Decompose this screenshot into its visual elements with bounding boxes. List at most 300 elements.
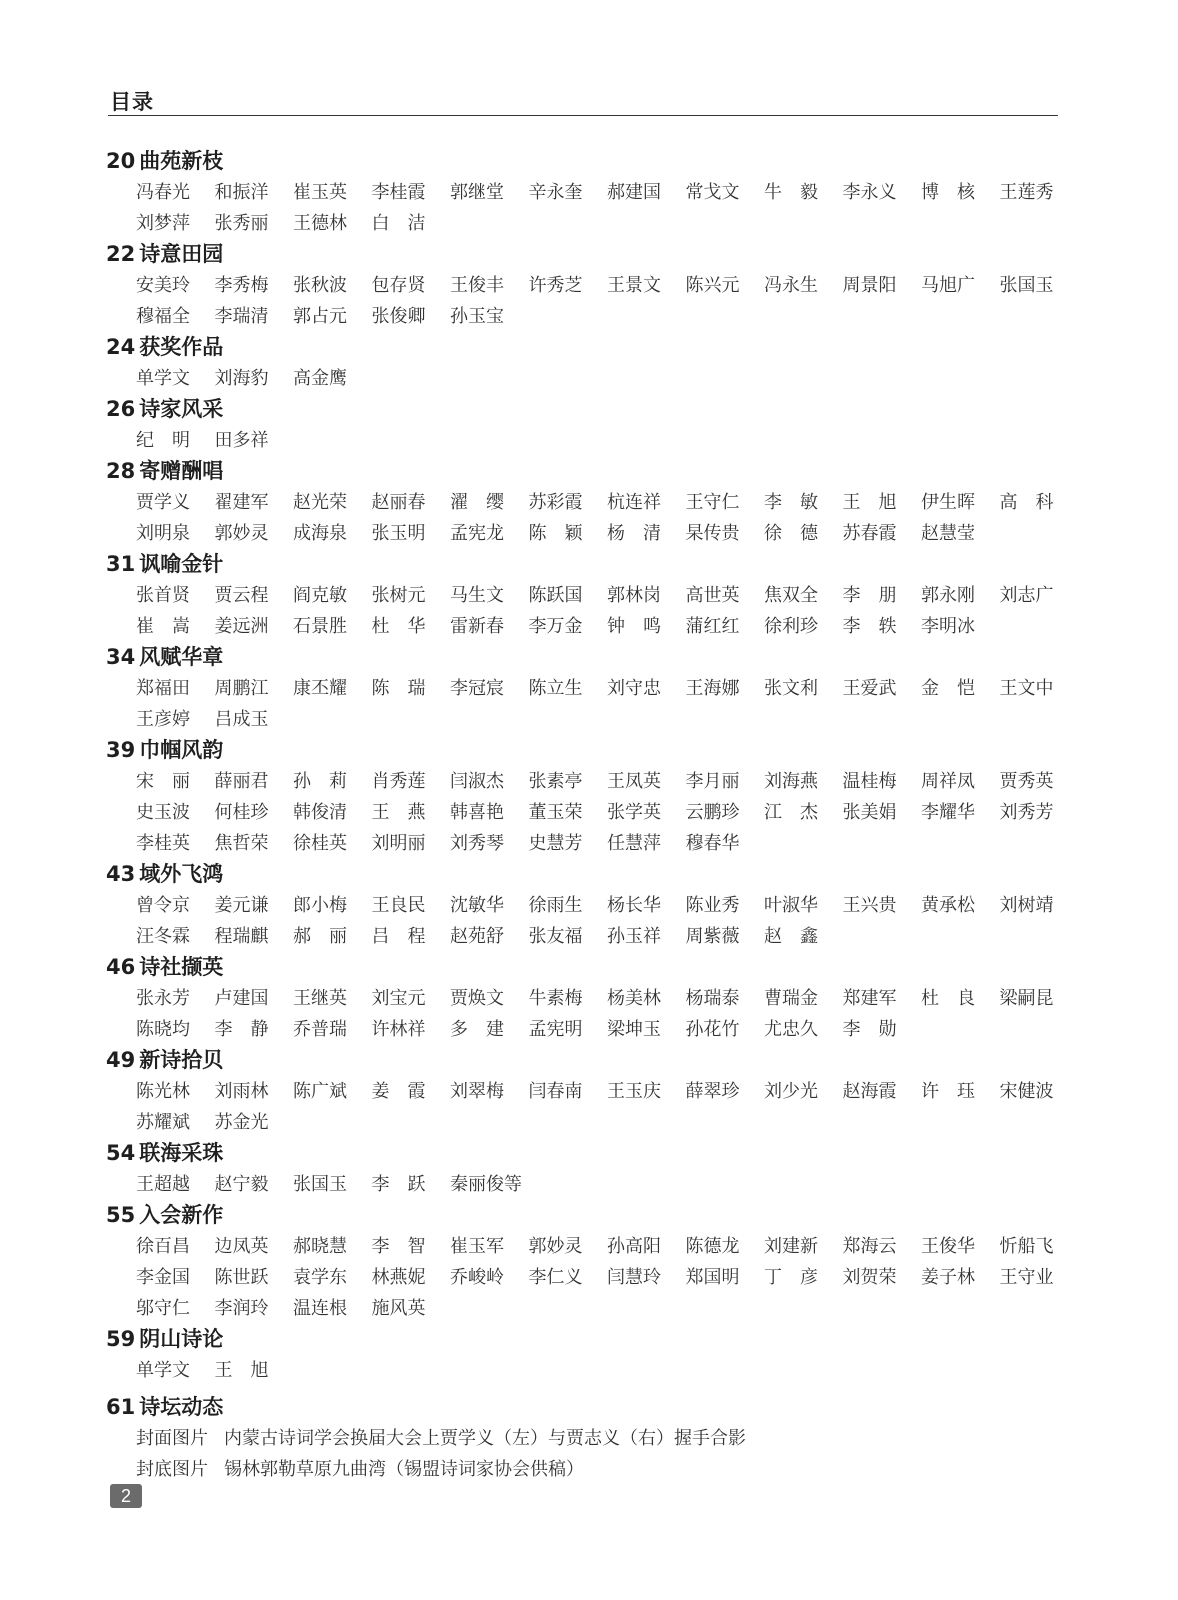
author-name: 边凤英 xyxy=(214,1236,269,1257)
author-name: 郭永刚 xyxy=(921,585,975,606)
toc-section xyxy=(106,1200,1066,1324)
author-name: 赵苑舒 xyxy=(450,926,504,947)
author-name: 牛素梅 xyxy=(528,988,583,1009)
author-name: 乔普瑞 xyxy=(293,1019,347,1040)
author-name: 王良民 xyxy=(371,895,426,916)
author-name: 白 洁 xyxy=(371,213,426,234)
author-name: 苏耀斌 xyxy=(136,1112,190,1133)
section-page-number: 61 xyxy=(106,1395,136,1419)
author-row xyxy=(136,704,1076,735)
author-name: 李 轶 xyxy=(842,616,897,637)
author-name: 孙玉祥 xyxy=(607,926,661,947)
author-name: 李万金 xyxy=(528,616,583,637)
section-heading xyxy=(106,952,1066,983)
author-name: 闫春南 xyxy=(528,1081,583,1102)
author-name: 冯春光 xyxy=(136,182,190,203)
author-list xyxy=(136,673,1076,735)
author-row xyxy=(136,1107,1076,1138)
author-name: 王彦婷 xyxy=(136,709,190,730)
author-name: 张国玉 xyxy=(293,1174,347,1195)
author-name: 王莲秀 xyxy=(999,182,1054,203)
author-list xyxy=(136,363,1076,394)
author-list xyxy=(136,766,1076,859)
toc-section xyxy=(106,239,1066,332)
author-name: 金 恺 xyxy=(921,678,975,699)
toc-section xyxy=(106,735,1066,859)
author-name: 李瑞清 xyxy=(214,306,269,327)
author-row xyxy=(136,983,1076,1014)
author-name: 李永义 xyxy=(842,182,897,203)
author-name: 王守业 xyxy=(999,1267,1054,1288)
author-name: 徐雨生 xyxy=(528,895,583,916)
author-name: 李 敏 xyxy=(764,492,818,513)
author-name: 郝 丽 xyxy=(293,926,347,947)
author-name: 宋健波 xyxy=(999,1081,1054,1102)
author-name: 张秋波 xyxy=(293,275,347,296)
author-name: 吕成玉 xyxy=(214,709,269,730)
author-name: 常戈文 xyxy=(685,182,740,203)
author-name: 郭妙灵 xyxy=(528,1236,583,1257)
page-title: 目录 xyxy=(110,90,154,114)
author-name: 贾学义 xyxy=(136,492,190,513)
author-row xyxy=(136,363,1076,394)
note-label: 封底图片 xyxy=(136,1459,208,1480)
author-name: 王 燕 xyxy=(371,802,426,823)
author-name: 杜 华 xyxy=(371,616,426,637)
author-name: 刘贺荣 xyxy=(842,1267,897,1288)
author-name: 张树元 xyxy=(371,585,426,606)
section-page-number: 43 xyxy=(106,862,136,886)
author-name: 陈光林 xyxy=(136,1081,190,1102)
author-name: 郎小梅 xyxy=(293,895,347,916)
author-name: 刘海燕 xyxy=(764,771,818,792)
author-name: 刘海豹 xyxy=(214,368,269,389)
author-row xyxy=(136,177,1076,208)
author-name: 刘宝元 xyxy=(371,988,426,1009)
author-name: 周祥凤 xyxy=(921,771,975,792)
author-row xyxy=(136,797,1076,828)
author-name: 李 朋 xyxy=(842,585,897,606)
author-name: 安美玲 xyxy=(136,275,190,296)
author-name: 刘秀琴 xyxy=(450,833,504,854)
author-name: 成海泉 xyxy=(293,523,347,544)
section-title: 阴山诗论 xyxy=(139,1327,224,1351)
author-name: 李秀梅 xyxy=(214,275,269,296)
author-name: 崔玉英 xyxy=(293,182,347,203)
author-name: 程瑞麒 xyxy=(214,926,269,947)
author-name: 刘明泉 xyxy=(136,523,190,544)
author-name: 郑国明 xyxy=(685,1267,740,1288)
author-name: 崔 嵩 xyxy=(136,616,190,637)
section-heading xyxy=(106,1324,1066,1355)
author-name: 邬守仁 xyxy=(136,1298,190,1319)
author-name: 史玉波 xyxy=(136,802,190,823)
title-divider xyxy=(108,115,1058,116)
author-name: 陈跃国 xyxy=(528,585,583,606)
author-row xyxy=(136,1262,1076,1293)
toc-section xyxy=(106,332,1066,394)
author-name: 韩俊清 xyxy=(293,802,347,823)
author-name: 钟 鸣 xyxy=(607,616,661,637)
author-name: 牛 毅 xyxy=(764,182,818,203)
section-heading xyxy=(106,394,1066,425)
section-heading xyxy=(106,735,1066,766)
author-name: 吕 程 xyxy=(371,926,426,947)
author-name: 肖秀莲 xyxy=(371,771,426,792)
section-heading xyxy=(106,549,1066,580)
author-name: 王俊丰 xyxy=(450,275,504,296)
author-name: 宋 丽 xyxy=(136,771,190,792)
author-name: 郑建军 xyxy=(842,988,897,1009)
author-name: 刘建新 xyxy=(764,1236,818,1257)
author-name: 田多祥 xyxy=(214,430,269,451)
section-heading xyxy=(106,642,1066,673)
section-title: 诗家风采 xyxy=(139,397,224,421)
author-name: 郭妙灵 xyxy=(214,523,269,544)
author-name: 刘守忠 xyxy=(607,678,661,699)
author-name: 赵光荣 xyxy=(293,492,347,513)
author-name: 单学文 xyxy=(136,368,190,389)
author-list xyxy=(136,580,1076,642)
author-name: 马旭广 xyxy=(921,275,975,296)
author-name: 孟宪明 xyxy=(528,1019,583,1040)
section-title: 域外飞鸿 xyxy=(139,862,224,886)
author-name: 雷新春 xyxy=(450,616,504,637)
author-name: 张国玉 xyxy=(999,275,1054,296)
author-list xyxy=(136,890,1076,952)
author-name: 云鹏珍 xyxy=(685,802,740,823)
author-name: 刘树靖 xyxy=(999,895,1054,916)
author-name: 李润玲 xyxy=(214,1298,269,1319)
author-name: 梁嗣昆 xyxy=(999,988,1054,1009)
author-name: 许秀芝 xyxy=(528,275,583,296)
author-name: 王文中 xyxy=(999,678,1054,699)
author-name: 赵 鑫 xyxy=(764,926,818,947)
author-name: 张俊卿 xyxy=(371,306,426,327)
author-name: 赵慧莹 xyxy=(921,523,975,544)
author-name: 王俊华 xyxy=(921,1236,975,1257)
author-name: 郭林岗 xyxy=(607,585,661,606)
section-title: 诗社撷英 xyxy=(139,955,224,979)
author-name: 陈 颖 xyxy=(528,523,583,544)
author-name: 冯永生 xyxy=(764,275,818,296)
author-name: 闫淑杰 xyxy=(450,771,504,792)
author-list xyxy=(136,1169,1076,1200)
author-name: 李 勋 xyxy=(842,1019,897,1040)
author-list xyxy=(136,270,1076,332)
author-name: 郑福田 xyxy=(136,678,190,699)
author-name: 姜子林 xyxy=(921,1267,975,1288)
author-name: 辛永奎 xyxy=(528,182,583,203)
author-row xyxy=(136,828,1076,859)
author-name: 梁坤玉 xyxy=(607,1019,661,1040)
author-name: 曾令京 xyxy=(136,895,190,916)
section-title: 诗意田园 xyxy=(139,242,224,266)
author-name: 崔玉军 xyxy=(450,1236,504,1257)
toc-section xyxy=(106,952,1066,1045)
author-name: 忻船飞 xyxy=(999,1236,1054,1257)
author-name: 周紫薇 xyxy=(685,926,740,947)
section-page-number: 54 xyxy=(106,1141,136,1165)
author-row xyxy=(136,1231,1076,1262)
author-name: 濯 缨 xyxy=(450,492,504,513)
author-name: 温桂梅 xyxy=(842,771,897,792)
author-name: 秦丽俊等 xyxy=(450,1174,522,1195)
author-name: 杨瑞泰 xyxy=(685,988,740,1009)
author-name: 包存贤 xyxy=(371,275,426,296)
section-page-number: 49 xyxy=(106,1048,136,1072)
author-name: 孙玉宝 xyxy=(450,306,504,327)
section-title: 诗坛动态 xyxy=(139,1395,224,1419)
section-page-number: 59 xyxy=(106,1327,136,1351)
toc-section xyxy=(106,1324,1066,1386)
section-title: 寄赠酬唱 xyxy=(139,459,224,483)
author-name: 徐利珍 xyxy=(764,616,818,637)
author-list xyxy=(136,425,1076,456)
section-page-number: 22 xyxy=(106,242,136,266)
author-row xyxy=(136,208,1076,239)
author-name: 周景阳 xyxy=(842,275,897,296)
author-name: 刘志广 xyxy=(999,585,1054,606)
author-name: 王超越 xyxy=(136,1174,190,1195)
author-name: 王德林 xyxy=(293,213,347,234)
author-name: 李 跃 xyxy=(371,1174,426,1195)
section-page-number: 24 xyxy=(106,335,136,359)
author-name: 王凤英 xyxy=(607,771,661,792)
section-heading xyxy=(106,1138,1066,1169)
author-name: 陈世跃 xyxy=(214,1267,269,1288)
section-title: 风赋华章 xyxy=(139,645,224,669)
author-name: 闫慧玲 xyxy=(607,1267,661,1288)
author-row xyxy=(136,890,1076,921)
author-name: 尤忠久 xyxy=(764,1019,818,1040)
author-name: 孙花竹 xyxy=(685,1019,740,1040)
author-name: 陈立生 xyxy=(528,678,583,699)
author-list xyxy=(136,1355,1076,1386)
author-name: 郭占元 xyxy=(293,306,347,327)
section-heading xyxy=(106,456,1066,487)
author-name: 许林祥 xyxy=(371,1019,426,1040)
author-name: 王景文 xyxy=(607,275,661,296)
author-row xyxy=(136,580,1076,611)
author-row xyxy=(136,270,1076,301)
author-name: 丁 彦 xyxy=(764,1267,818,1288)
author-name: 董玉荣 xyxy=(528,802,583,823)
author-name: 温连根 xyxy=(293,1298,347,1319)
author-name: 李 智 xyxy=(371,1236,426,1257)
author-name: 周鹏江 xyxy=(214,678,269,699)
toc-section xyxy=(106,1138,1066,1200)
note-text: 内蒙古诗词学会换届大会上贾学义（左）与贾志义（右）握手合影 xyxy=(224,1428,746,1449)
author-list xyxy=(136,983,1076,1045)
author-name: 张友福 xyxy=(528,926,583,947)
author-name: 何桂珍 xyxy=(214,802,269,823)
author-name: 刘梦萍 xyxy=(136,213,190,234)
author-name: 单学文 xyxy=(136,1360,190,1381)
author-name: 杭连祥 xyxy=(607,492,661,513)
section-title: 新诗拾贝 xyxy=(139,1048,224,1072)
author-name: 马生文 xyxy=(450,585,504,606)
author-name: 李 静 xyxy=(214,1019,269,1040)
author-name: 王 旭 xyxy=(842,492,897,513)
author-name: 徐百昌 xyxy=(136,1236,190,1257)
note-text: 锡林郭勒草原九曲湾（锡盟诗词家协会供稿） xyxy=(224,1459,584,1480)
section-heading xyxy=(106,332,1066,363)
section-heading xyxy=(106,1392,1066,1423)
toc-section xyxy=(106,456,1066,549)
author-name: 施风英 xyxy=(371,1298,426,1319)
author-name: 李桂英 xyxy=(136,833,190,854)
author-name: 黄承松 xyxy=(921,895,975,916)
author-name: 郭继堂 xyxy=(450,182,504,203)
author-row xyxy=(136,611,1076,642)
author-name: 李耀华 xyxy=(921,802,975,823)
author-name: 杨长华 xyxy=(607,895,661,916)
author-name: 赵宁毅 xyxy=(214,1174,269,1195)
author-name: 卢建国 xyxy=(214,988,269,1009)
author-name: 韩喜艳 xyxy=(450,802,504,823)
author-name: 杨美林 xyxy=(607,988,661,1009)
back-cover-image-note xyxy=(136,1454,1076,1485)
author-name: 孙 莉 xyxy=(293,771,347,792)
author-name: 石景胜 xyxy=(293,616,347,637)
author-name: 张素亭 xyxy=(528,771,583,792)
section-page-number: 46 xyxy=(106,955,136,979)
author-name: 刘秀芳 xyxy=(999,802,1054,823)
author-name: 郑海云 xyxy=(842,1236,897,1257)
author-name: 苏彩霞 xyxy=(528,492,583,513)
author-name: 刘少光 xyxy=(764,1081,818,1102)
author-name: 贾秀英 xyxy=(999,771,1054,792)
author-name: 陈晓均 xyxy=(136,1019,190,1040)
section-heading xyxy=(106,859,1066,890)
author-name: 刘明丽 xyxy=(371,833,426,854)
author-name: 江 杰 xyxy=(764,802,818,823)
author-name: 陈兴元 xyxy=(685,275,740,296)
author-name: 伊生晖 xyxy=(921,492,975,513)
toc-section xyxy=(106,1392,1066,1485)
section-page-number: 28 xyxy=(106,459,136,483)
author-name: 康丕耀 xyxy=(293,678,347,699)
author-name: 赵丽春 xyxy=(371,492,426,513)
author-row xyxy=(136,1076,1076,1107)
author-name: 焦哲荣 xyxy=(214,833,269,854)
section-page-number: 34 xyxy=(106,645,136,669)
author-name: 陈德龙 xyxy=(685,1236,740,1257)
author-name: 许 珏 xyxy=(921,1081,975,1102)
author-name: 翟建军 xyxy=(214,492,269,513)
author-name: 薛翠珍 xyxy=(685,1081,740,1102)
author-name: 陈 瑞 xyxy=(371,678,426,699)
author-name: 王守仁 xyxy=(685,492,740,513)
author-name: 王继英 xyxy=(293,988,347,1009)
author-name: 张学英 xyxy=(607,802,661,823)
author-row xyxy=(136,1293,1076,1324)
section-title: 曲苑新枝 xyxy=(139,149,224,173)
author-name: 博 核 xyxy=(921,182,975,203)
author-row xyxy=(136,518,1076,549)
author-name: 林燕妮 xyxy=(371,1267,426,1288)
section-title: 讽喻金针 xyxy=(139,552,224,576)
author-name: 赵海霞 xyxy=(842,1081,897,1102)
author-name: 乔峻岭 xyxy=(450,1267,504,1288)
author-name: 李金国 xyxy=(136,1267,190,1288)
author-name: 陈业秀 xyxy=(685,895,740,916)
author-name: 王兴贵 xyxy=(842,895,897,916)
author-name: 刘翠梅 xyxy=(450,1081,504,1102)
author-name: 张玉明 xyxy=(371,523,426,544)
author-name: 薛丽君 xyxy=(214,771,269,792)
author-row xyxy=(136,425,1076,456)
author-row xyxy=(136,921,1076,952)
author-name: 孙高阳 xyxy=(607,1236,661,1257)
author-name: 多 建 xyxy=(450,1019,504,1040)
author-name: 高 科 xyxy=(999,492,1054,513)
author-name: 张秀丽 xyxy=(214,213,269,234)
toc-section xyxy=(106,859,1066,952)
author-name: 阎克敏 xyxy=(293,585,347,606)
author-name: 姜元谦 xyxy=(214,895,269,916)
author-name: 刘雨林 xyxy=(214,1081,269,1102)
author-name: 杲传贵 xyxy=(685,523,740,544)
author-name: 张文利 xyxy=(764,678,818,699)
author-name: 王 旭 xyxy=(214,1360,269,1381)
section-title: 获奖作品 xyxy=(139,335,224,359)
author-name: 叶淑华 xyxy=(764,895,818,916)
author-name: 高世英 xyxy=(685,585,740,606)
author-name: 陈广斌 xyxy=(293,1081,347,1102)
toc-section xyxy=(106,394,1066,456)
author-name: 孟宪龙 xyxy=(450,523,504,544)
author-name: 苏金光 xyxy=(214,1112,269,1133)
author-name: 贾焕文 xyxy=(450,988,504,1009)
author-name: 李桂霞 xyxy=(371,182,426,203)
author-name: 徐桂英 xyxy=(293,833,347,854)
note-label: 封面图片 xyxy=(136,1428,208,1449)
author-name: 杜 良 xyxy=(921,988,975,1009)
section-title: 联海采珠 xyxy=(139,1141,224,1165)
author-name: 焦双全 xyxy=(764,585,818,606)
author-name: 和振洋 xyxy=(214,182,269,203)
toc-section xyxy=(106,642,1066,735)
section-notes xyxy=(136,1423,1076,1485)
toc-section xyxy=(106,1045,1066,1138)
author-name: 徐 德 xyxy=(764,523,818,544)
author-name: 任慧萍 xyxy=(607,833,661,854)
author-name: 纪 明 xyxy=(136,430,190,451)
section-title: 巾帼风韵 xyxy=(139,738,224,762)
section-page-number: 31 xyxy=(106,552,136,576)
author-name: 李冠宸 xyxy=(450,678,504,699)
author-name: 贾云程 xyxy=(214,585,269,606)
author-row xyxy=(136,1014,1076,1045)
author-name: 穆福全 xyxy=(136,306,190,327)
author-name: 姜远洲 xyxy=(214,616,269,637)
author-name: 曹瑞金 xyxy=(764,988,818,1009)
author-name: 张美娟 xyxy=(842,802,897,823)
author-name: 汪冬霖 xyxy=(136,926,190,947)
author-row xyxy=(136,766,1076,797)
author-name: 史慧芳 xyxy=(528,833,583,854)
section-page-number: 39 xyxy=(106,738,136,762)
author-name: 蒲红红 xyxy=(685,616,740,637)
author-list xyxy=(136,1231,1076,1324)
author-name: 郝建国 xyxy=(607,182,661,203)
section-page-number: 26 xyxy=(106,397,136,421)
toc-section xyxy=(106,146,1066,239)
author-name: 张首贤 xyxy=(136,585,190,606)
section-title: 入会新作 xyxy=(139,1203,224,1227)
